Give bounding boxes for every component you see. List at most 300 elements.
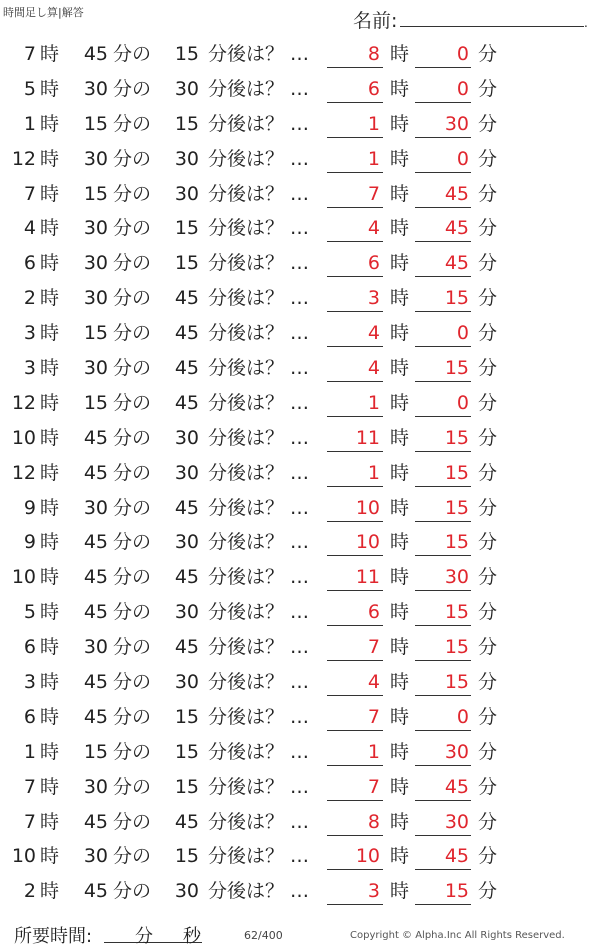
start-minute: 15 — [83, 322, 108, 345]
hour-label: 時 — [40, 636, 60, 659]
answer-hour-label: 時 — [390, 322, 410, 345]
answer-minute-line — [415, 869, 471, 870]
answer-minute-line — [415, 521, 471, 522]
answer-hour: 1 — [367, 112, 380, 135]
answer-hour-line — [327, 869, 383, 870]
start-hour: 7 — [23, 182, 36, 205]
minute-of-label: 分の — [113, 461, 152, 484]
answer-minute-line — [415, 660, 471, 661]
start-minute: 45 — [83, 426, 108, 449]
start-hour: 3 — [23, 322, 36, 345]
hour-label: 時 — [40, 147, 60, 170]
answer-hour-line — [327, 555, 383, 556]
start-hour: 9 — [23, 496, 36, 519]
problem-row — [0, 422, 600, 457]
hour-label: 時 — [40, 426, 60, 449]
minute-of-label: 分の — [113, 391, 152, 414]
answer-hour: 7 — [367, 705, 380, 728]
answer-minute-line — [415, 381, 471, 382]
added-minutes: 30 — [174, 426, 199, 449]
answer-minute: 45 — [444, 182, 469, 205]
added-minutes: 30 — [174, 671, 199, 694]
answer-minute-label: 分 — [478, 496, 498, 519]
answer-minute-label: 分 — [478, 775, 498, 798]
start-minute: 15 — [83, 112, 108, 135]
answer-hour: 6 — [367, 601, 380, 624]
hour-label: 時 — [40, 775, 60, 798]
answer-minute-line — [415, 102, 471, 103]
after-label: 分後は？ … — [208, 426, 310, 449]
answer-minute-line — [415, 207, 471, 208]
after-label: 分後は？ … — [208, 182, 310, 205]
time-minute-label: 分 — [135, 926, 153, 947]
after-label: 分後は？ … — [208, 810, 310, 833]
time-second-label: 秒 — [183, 926, 201, 947]
start-minute: 45 — [83, 671, 108, 694]
answer-hour-label: 時 — [390, 496, 410, 519]
answer-minute-line — [415, 835, 471, 836]
answer-minute-label: 分 — [478, 740, 498, 763]
answer-hour: 8 — [367, 810, 380, 833]
problem-row — [0, 73, 600, 108]
minute-of-label: 分の — [113, 671, 152, 694]
added-minutes: 30 — [174, 147, 199, 170]
start-hour: 12 — [11, 147, 36, 170]
problem-row — [0, 282, 600, 317]
start-hour: 3 — [23, 357, 36, 380]
answer-minute: 0 — [456, 43, 469, 65]
start-hour: 7 — [23, 43, 36, 65]
worksheet-title: 時間足し算|解答 — [3, 6, 84, 19]
after-label: 分後は？ … — [208, 461, 310, 484]
minute-of-label: 分の — [113, 357, 152, 380]
after-label: 分後は？ … — [208, 357, 310, 380]
added-minutes: 15 — [174, 705, 199, 728]
problem-row — [0, 526, 600, 561]
answer-hour-line — [327, 346, 383, 347]
hour-label: 時 — [40, 322, 60, 345]
hour-label: 時 — [40, 601, 60, 624]
problem-row — [0, 178, 600, 213]
answer-hour-label: 時 — [390, 287, 410, 310]
minute-of-label: 分の — [113, 636, 152, 659]
start-hour: 2 — [23, 287, 36, 310]
answer-minute-line — [415, 695, 471, 696]
answer-hour-label: 時 — [390, 357, 410, 380]
answer-minute-line — [415, 625, 471, 626]
problem-row — [0, 631, 600, 666]
minute-of-label: 分の — [113, 112, 152, 135]
answer-hour-label: 時 — [390, 426, 410, 449]
answer-hour: 7 — [367, 636, 380, 659]
answer-minute-line — [415, 346, 471, 347]
answer-minute: 30 — [444, 810, 469, 833]
start-hour: 1 — [23, 740, 36, 763]
answer-minute-label: 分 — [478, 357, 498, 380]
answer-minute-label: 分 — [478, 461, 498, 484]
start-hour: 3 — [23, 671, 36, 694]
answer-hour-label: 時 — [390, 77, 410, 100]
problem-list — [0, 38, 600, 910]
answer-hour-label: 時 — [390, 671, 410, 694]
answer-minute: 15 — [444, 426, 469, 449]
problem-row — [0, 108, 600, 143]
start-hour: 1 — [23, 112, 36, 135]
added-minutes: 30 — [174, 182, 199, 205]
answer-hour: 10 — [355, 496, 380, 519]
answer-hour-line — [327, 800, 383, 801]
hour-label: 時 — [40, 357, 60, 380]
answer-hour: 4 — [367, 322, 380, 345]
hour-label: 時 — [40, 43, 60, 65]
start-minute: 45 — [83, 601, 108, 624]
minute-of-label: 分の — [113, 43, 152, 65]
start-minute: 30 — [83, 217, 108, 240]
problem-row — [0, 840, 600, 875]
answer-hour-label: 時 — [390, 112, 410, 135]
start-minute: 30 — [83, 775, 108, 798]
start-hour: 4 — [23, 217, 36, 240]
hour-label: 時 — [40, 740, 60, 763]
start-minute: 30 — [83, 496, 108, 519]
answer-minute-line — [415, 451, 471, 452]
hour-label: 時 — [40, 496, 60, 519]
answer-minute: 45 — [444, 775, 469, 798]
answer-minute: 0 — [456, 705, 469, 728]
answer-hour-line — [327, 486, 383, 487]
answer-hour: 10 — [355, 531, 380, 554]
added-minutes: 30 — [174, 601, 199, 624]
answer-hour-line — [327, 730, 383, 731]
answer-hour: 6 — [367, 252, 380, 275]
answer-hour-line — [327, 835, 383, 836]
minute-of-label: 分の — [113, 496, 152, 519]
answer-minute: 0 — [456, 391, 469, 414]
answer-minute-label: 分 — [478, 43, 498, 65]
answer-hour-label: 時 — [390, 636, 410, 659]
answer-hour: 7 — [367, 182, 380, 205]
answer-hour-label: 時 — [390, 566, 410, 589]
answer-hour-line — [327, 172, 383, 173]
start-minute: 45 — [83, 461, 108, 484]
answer-minute-line — [415, 590, 471, 591]
hour-label: 時 — [40, 880, 60, 903]
start-hour: 9 — [23, 531, 36, 554]
answer-minute-line — [415, 765, 471, 766]
answer-hour-line — [327, 102, 383, 103]
answer-hour: 1 — [367, 740, 380, 763]
added-minutes: 45 — [174, 810, 199, 833]
start-minute: 15 — [83, 391, 108, 414]
answer-minute: 30 — [444, 566, 469, 589]
after-label: 分後は？ … — [208, 496, 310, 519]
problem-row — [0, 701, 600, 736]
start-hour: 12 — [11, 391, 36, 414]
answer-hour: 4 — [367, 671, 380, 694]
start-hour: 6 — [23, 705, 36, 728]
answer-hour: 8 — [367, 43, 380, 65]
start-minute: 15 — [83, 182, 108, 205]
answer-hour: 1 — [367, 461, 380, 484]
added-minutes: 45 — [174, 287, 199, 310]
time-required-label: 所要時間: — [14, 926, 93, 947]
hour-label: 時 — [40, 217, 60, 240]
answer-minute: 15 — [444, 636, 469, 659]
problem-row — [0, 212, 600, 247]
answer-hour: 7 — [367, 775, 380, 798]
start-hour: 10 — [11, 426, 36, 449]
minute-of-label: 分の — [113, 601, 152, 624]
start-minute: 30 — [83, 77, 108, 100]
start-minute: 45 — [83, 810, 108, 833]
start-hour: 2 — [23, 880, 36, 903]
start-hour: 6 — [23, 252, 36, 275]
answer-minute-line — [415, 730, 471, 731]
minute-of-label: 分の — [113, 322, 152, 345]
answer-hour-line — [327, 311, 383, 312]
after-label: 分後は？ … — [208, 775, 310, 798]
answer-minute-label: 分 — [478, 636, 498, 659]
start-hour: 6 — [23, 636, 36, 659]
hour-label: 時 — [40, 461, 60, 484]
after-label: 分後は？ … — [208, 112, 310, 135]
hour-label: 時 — [40, 705, 60, 728]
answer-minute: 0 — [456, 147, 469, 170]
minute-of-label: 分の — [113, 845, 152, 868]
after-label: 分後は？ … — [208, 531, 310, 554]
answer-minute-label: 分 — [478, 182, 498, 205]
hour-label: 時 — [40, 671, 60, 694]
problem-row — [0, 317, 600, 352]
start-minute: 30 — [83, 147, 108, 170]
answer-minute: 15 — [444, 531, 469, 554]
problem-row — [0, 561, 600, 596]
answer-minute-line — [415, 67, 471, 68]
answer-minute-line — [415, 416, 471, 417]
added-minutes: 15 — [174, 845, 199, 868]
answer-minute: 30 — [444, 740, 469, 763]
added-minutes: 30 — [174, 461, 199, 484]
answer-hour-label: 時 — [390, 391, 410, 414]
problem-row — [0, 492, 600, 527]
name-field-line — [400, 26, 584, 27]
answer-minute-label: 分 — [478, 566, 498, 589]
start-minute: 15 — [83, 740, 108, 763]
added-minutes: 15 — [174, 252, 199, 275]
answer-hour: 4 — [367, 217, 380, 240]
hour-label: 時 — [40, 287, 60, 310]
answer-hour-label: 時 — [390, 705, 410, 728]
answer-minute-line — [415, 172, 471, 173]
answer-minute-label: 分 — [478, 112, 498, 135]
answer-minute: 0 — [456, 77, 469, 100]
added-minutes: 30 — [174, 77, 199, 100]
answer-minute: 30 — [444, 112, 469, 135]
minute-of-label: 分の — [113, 705, 152, 728]
added-minutes: 15 — [174, 217, 199, 240]
answer-hour-line — [327, 660, 383, 661]
answer-minute: 15 — [444, 357, 469, 380]
answer-hour-label: 時 — [390, 147, 410, 170]
after-label: 分後は？ … — [208, 880, 310, 903]
answer-hour-label: 時 — [390, 531, 410, 554]
problem-row — [0, 457, 600, 492]
answer-minute-line — [415, 276, 471, 277]
start-hour: 7 — [23, 810, 36, 833]
answer-minute: 15 — [444, 287, 469, 310]
answer-minute: 15 — [444, 461, 469, 484]
answer-minute-label: 分 — [478, 322, 498, 345]
minute-of-label: 分の — [113, 147, 152, 170]
answer-minute: 45 — [444, 217, 469, 240]
answer-hour-line — [327, 590, 383, 591]
after-label: 分後は？ … — [208, 845, 310, 868]
hour-label: 時 — [40, 112, 60, 135]
start-minute: 30 — [83, 636, 108, 659]
answer-minute-label: 分 — [478, 671, 498, 694]
problem-row — [0, 771, 600, 806]
answer-hour-line — [327, 765, 383, 766]
start-hour: 5 — [23, 601, 36, 624]
answer-hour: 6 — [367, 77, 380, 100]
added-minutes: 45 — [174, 496, 199, 519]
answer-hour-line — [327, 451, 383, 452]
answer-minute: 0 — [456, 322, 469, 345]
minute-of-label: 分の — [113, 217, 152, 240]
minute-of-label: 分の — [113, 77, 152, 100]
problem-row — [0, 247, 600, 282]
problem-row — [0, 596, 600, 631]
answer-hour-label: 時 — [390, 775, 410, 798]
answer-hour-line — [327, 67, 383, 68]
answer-hour-label: 時 — [390, 810, 410, 833]
added-minutes: 45 — [174, 357, 199, 380]
start-hour: 5 — [23, 77, 36, 100]
after-label: 分後は？ … — [208, 671, 310, 694]
start-minute: 30 — [83, 252, 108, 275]
answer-minute-label: 分 — [478, 531, 498, 554]
after-label: 分後は？ … — [208, 601, 310, 624]
answer-hour-label: 時 — [390, 252, 410, 275]
answer-minute-label: 分 — [478, 391, 498, 414]
start-minute: 45 — [83, 566, 108, 589]
copyright-text: Copyright © Alpha.Inc All Rights Reserved. — [350, 930, 565, 941]
start-minute: 30 — [83, 357, 108, 380]
minute-of-label: 分の — [113, 775, 152, 798]
after-label: 分後は？ … — [208, 77, 310, 100]
minute-of-label: 分の — [113, 880, 152, 903]
hour-label: 時 — [40, 845, 60, 868]
answer-hour: 1 — [367, 147, 380, 170]
answer-hour-line — [327, 207, 383, 208]
minute-of-label: 分の — [113, 740, 152, 763]
problem-row — [0, 666, 600, 701]
answer-hour: 1 — [367, 391, 380, 414]
answer-hour-label: 時 — [390, 217, 410, 240]
hour-label: 時 — [40, 252, 60, 275]
answer-hour-line — [327, 381, 383, 382]
name-end-mark: . — [584, 16, 588, 30]
answer-minute-label: 分 — [478, 217, 498, 240]
answer-minute-label: 分 — [478, 426, 498, 449]
answer-hour-line — [327, 137, 383, 138]
hour-label: 時 — [40, 182, 60, 205]
problem-row — [0, 387, 600, 422]
minute-of-label: 分の — [113, 810, 152, 833]
answer-minute-label: 分 — [478, 880, 498, 903]
start-minute: 30 — [83, 845, 108, 868]
after-label: 分後は？ … — [208, 322, 310, 345]
problem-row — [0, 806, 600, 841]
added-minutes: 45 — [174, 322, 199, 345]
answer-minute: 15 — [444, 671, 469, 694]
answer-hour-line — [327, 416, 383, 417]
answer-minute-label: 分 — [478, 252, 498, 275]
after-label: 分後は？ … — [208, 740, 310, 763]
hour-label: 時 — [40, 77, 60, 100]
after-label: 分後は？ … — [208, 147, 310, 170]
answer-minute-line — [415, 241, 471, 242]
answer-hour-line — [327, 904, 383, 905]
problem-row — [0, 143, 600, 178]
answer-minute-line — [415, 904, 471, 905]
answer-hour-line — [327, 695, 383, 696]
start-minute: 30 — [83, 287, 108, 310]
after-label: 分後は？ … — [208, 391, 310, 414]
answer-minute-line — [415, 800, 471, 801]
hour-label: 時 — [40, 566, 60, 589]
answer-hour-label: 時 — [390, 740, 410, 763]
page-number: 62/400 — [244, 929, 283, 942]
answer-minute-line — [415, 311, 471, 312]
start-hour: 10 — [11, 566, 36, 589]
answer-hour-line — [327, 276, 383, 277]
after-label: 分後は？ … — [208, 636, 310, 659]
after-label: 分後は？ … — [208, 566, 310, 589]
added-minutes: 45 — [174, 391, 199, 414]
answer-hour-label: 時 — [390, 182, 410, 205]
minute-of-label: 分の — [113, 531, 152, 554]
answer-minute: 15 — [444, 880, 469, 903]
answer-minute-label: 分 — [478, 147, 498, 170]
answer-minute-line — [415, 137, 471, 138]
added-minutes: 30 — [174, 531, 199, 554]
answer-minute-label: 分 — [478, 287, 498, 310]
answer-hour: 10 — [355, 845, 380, 868]
after-label: 分後は？ … — [208, 705, 310, 728]
added-minutes: 15 — [174, 775, 199, 798]
after-label: 分後は？ … — [208, 252, 310, 275]
start-hour: 12 — [11, 461, 36, 484]
problem-row — [0, 736, 600, 771]
start-hour: 7 — [23, 775, 36, 798]
after-label: 分後は？ … — [208, 217, 310, 240]
answer-minute: 45 — [444, 252, 469, 275]
answer-hour: 11 — [355, 426, 380, 449]
answer-minute: 15 — [444, 496, 469, 519]
answer-minute-label: 分 — [478, 705, 498, 728]
answer-hour: 3 — [367, 880, 380, 903]
added-minutes: 45 — [174, 566, 199, 589]
answer-minute: 15 — [444, 601, 469, 624]
after-label: 分後は？ … — [208, 287, 310, 310]
answer-hour: 4 — [367, 357, 380, 380]
answer-hour-line — [327, 521, 383, 522]
minute-of-label: 分の — [113, 287, 152, 310]
answer-hour-line — [327, 625, 383, 626]
answer-minute-line — [415, 555, 471, 556]
answer-hour-label: 時 — [390, 601, 410, 624]
